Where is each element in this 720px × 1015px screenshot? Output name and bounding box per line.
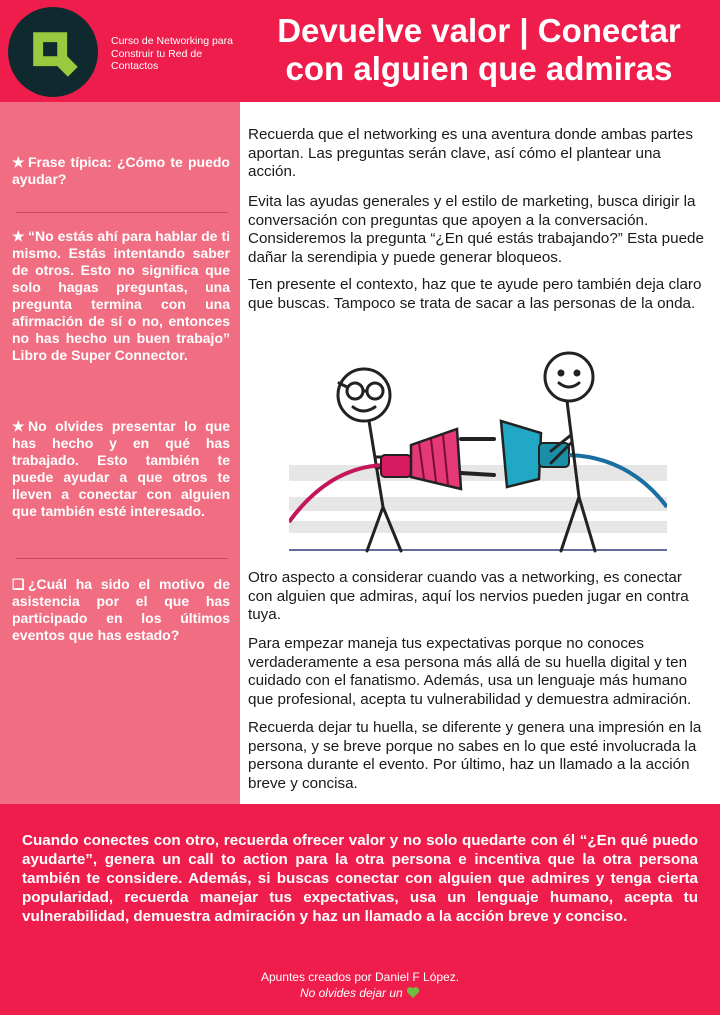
paragraph: Evita las ayudas generales y el estilo de marketing, busca dirigir la conversación con preguntas que apoyen a la conversación. Consideremos la pregunta “¿En qué estás trabajando?” Esta puede dañar la serendipia y puede generar bloqueos.: [248, 193, 704, 266]
checkbox-icon: ❏: [12, 576, 25, 592]
star-icon: ★: [12, 418, 25, 434]
sidebar-item-text: No olvides presentar lo que has hecho y en qué has trabajado. Esto también te puede ayudar a que otros te lleven a conectar con alguien que también esté interesado.: [12, 418, 230, 519]
paragraph: Recuerda dejar tu huella, se diferente y genera una impresión en la persona, y se breve porque no sabes en lo que esté involucrada la persona durante el evento. Por último, haz un llamado a la acción breve y concisa.: [248, 719, 702, 792]
platzi-logo-icon: [8, 7, 98, 97]
sidebar-item-text: ¿Cuál ha sido el motivo de asistencia por el que has participado en los últimos eventos que has estado?: [12, 576, 230, 643]
summary-text: Cuando conectes con otro, recuerda ofrecer valor y no solo quedarte con él “¿En qué puedo ayudarte”, genera un call to action para la otra persona e incentiva que la otra persona también te considere. Además, si buscas conectar con alguien que admires y tenga cierta popularidad, recuerda manejar tus expectativas, usa un lenguaje humano, acepta tu vulnerabilidad, demuestra admiración y haz un llamado a la acción breve y conciso.: [22, 832, 698, 925]
credit: [0, 969, 720, 1001]
sidebar-item: [12, 228, 230, 364]
footer-note: [0, 985, 720, 1001]
page-title: Devuelve valor | Conectar con alguien que admiras: [277, 12, 681, 87]
paragraph: Para empezar maneja tus expectativas porque no conoces verdaderamente a esa persona más allá de su huella digital y ten cuidado con el fanatismo. Además, usa un lenguaje más humano que profesional, acepta tu vulnerabilidad y demuestra admiración.: [248, 635, 692, 708]
footer: [0, 804, 720, 1015]
divider: [16, 558, 228, 559]
star-icon: ★: [12, 154, 25, 170]
footer-note-text: No olvides dejar un: [299, 986, 403, 1000]
course-label: Curso de Networking para Construir tu Red de Contactos: [111, 35, 233, 72]
sidebar-item: [12, 576, 230, 644]
paragraph: Otro aspecto a considerar cuando vas a networking, es conectar con alguien que admiras, aquí los nervios pueden jugar en contra tuya.: [248, 569, 689, 623]
sidebar-item: [12, 154, 230, 188]
connecting-plugs-illustration: [289, 347, 667, 553]
author-credit: Apuntes creados por Daniel F López.: [260, 970, 460, 984]
paragraph: Recuerda que el networking es una aventura donde ambas partes aportan. Las preguntas serán clave, así cómo el plantear una acción.: [248, 126, 693, 180]
sidebar: [0, 102, 240, 804]
logo: [8, 7, 98, 97]
sidebar-item-text: Frase típica: ¿Cómo te puedo ayudar?: [12, 154, 230, 187]
sidebar-item: [12, 418, 230, 520]
teal-plug-icon: [501, 421, 667, 507]
sidebar-item-text: “No estás ahí para hablar de ti mismo. Estás intentando saber de otros. Esto no significa que solo hagas preguntas, una pregunta termina con una afirmación de sí o no, entonces no has hecho un buen trabajo” Libro de Super Connector.: [12, 228, 230, 363]
star-icon: ★: [12, 228, 25, 244]
paragraph: Ten presente el contexto, haz que te ayude pero también deja claro que buscas. Tampoco se trata de sacar a las personas de la onda.: [248, 276, 702, 312]
divider: [16, 212, 228, 213]
header: [0, 0, 720, 102]
green-heart-icon: [406, 986, 420, 999]
